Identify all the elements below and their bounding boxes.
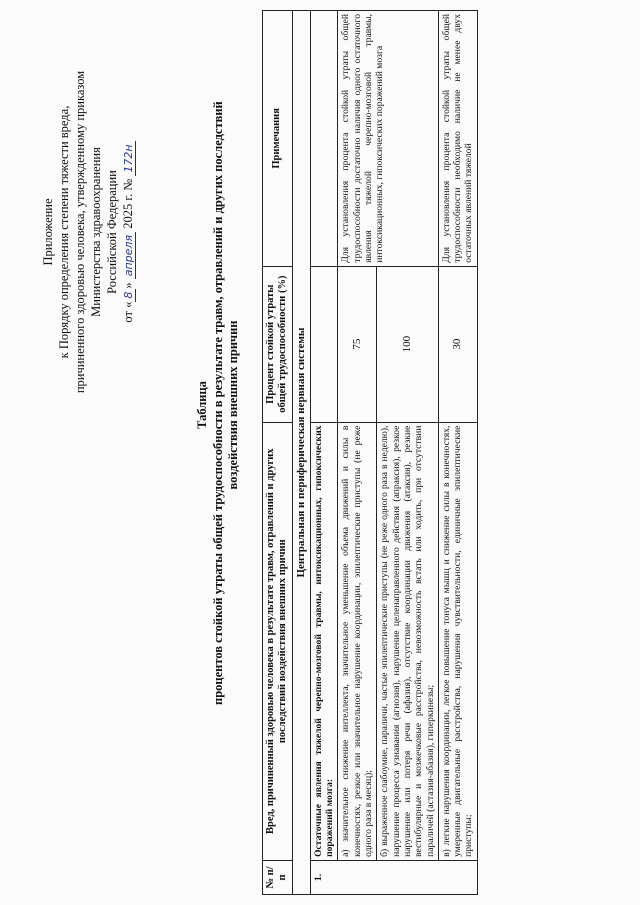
date-prefix: от «	[121, 301, 135, 323]
appendix-line-3: причиненного здоровью человека, утвержденному приказом	[73, 70, 87, 394]
injury-table	[262, 10, 478, 895]
item-heading-note	[310, 11, 338, 267]
appendix-line-4: Министерства здравоохранения	[89, 147, 103, 317]
item-heading-percent	[310, 266, 338, 422]
table-row	[338, 11, 377, 895]
date-month: апреля	[122, 232, 136, 279]
table-row	[310, 11, 338, 895]
appendix-date-line	[120, 52, 136, 412]
header-num: № п/п	[263, 860, 293, 894]
date-day: 8	[122, 289, 136, 302]
item-number: 1.	[310, 860, 477, 894]
row-c-text: в) легкие нарушения координации, легкое повышение тонуса мышц и снижение силы в конечностях, умеренные двигательные расстройства, нарушения чувствительности, единичные эпилептические приступы;	[438, 422, 477, 860]
header-notes: Примечания	[263, 11, 293, 267]
date-mid: »	[121, 282, 135, 289]
item-heading: Остаточные явления тяжелой черепно-мозговой травмы, интоксикационных, гипоксических поражений мозга:	[310, 422, 338, 860]
row-b-percent: 100	[377, 266, 439, 422]
appendix-label: Приложение	[41, 198, 55, 266]
order-number: 172н	[122, 141, 136, 175]
appendix-line-2: к Порядку определения степени тяжести вреда,	[57, 105, 71, 359]
date-year: 2025 г. №	[121, 178, 135, 229]
title-label: Таблица	[195, 381, 209, 429]
appendix-block	[40, 52, 136, 412]
row-a-note: Для установления процента стойкой утраты общей трудоспособности достаточно наличия одного остаточного явления тяжелой черепно-мозговой травмы, интоксикационных, гипоксических поражений мозга	[338, 11, 439, 267]
row-c-note: Для установления процента стойкой утраты общей трудоспособности необходимо наличие не менее двух остаточных явлений тяжелой	[438, 11, 477, 267]
table-header-row	[263, 11, 293, 895]
title-line-3: воздействия внешних причин	[226, 320, 241, 490]
row-b-text: б) выраженное слабоумие, параличи, частые эпилептические приступы (не реже одного раза в неделю), нарушение процесса узнавания (агнозия), нарушение целенаправленного действия (апраксия), резкое нарушение или потеря речи (афазия), отсутствие координации движения (атаксия), резкие вестибулярные и мозжечковые расстройства, невозможность встать или ходить, при отсутствии параличей (астазия-абазия), гиперкинезы;	[377, 422, 439, 860]
title-line-2: процентов стойкой утраты общей трудоспособности в результате травм, отравлений и других последствий	[210, 101, 225, 705]
section-title: Центральная и периферическая нервная системы	[292, 11, 310, 895]
appendix-line-5: Российской Федерации	[105, 170, 119, 294]
header-harm: Вред, причиненный здоровью человека в результате травм, отравлений и других последствий воздействия внешних причин	[263, 422, 293, 860]
row-a-percent: 75	[338, 266, 377, 422]
header-percent: Процент стойкой утраты общей трудоспособности (%)	[263, 266, 293, 422]
table-row	[438, 11, 477, 895]
row-a-text: а) значительное снижение интеллекта, значительное уменьшение объема движений и силы в конечностях, резкое или значительное нарушение координации, эпилептические приступы (не реже одного раза в месяц);	[338, 422, 377, 860]
document-title	[195, 101, 242, 705]
row-c-percent: 30	[438, 266, 477, 422]
section-row	[292, 11, 310, 895]
